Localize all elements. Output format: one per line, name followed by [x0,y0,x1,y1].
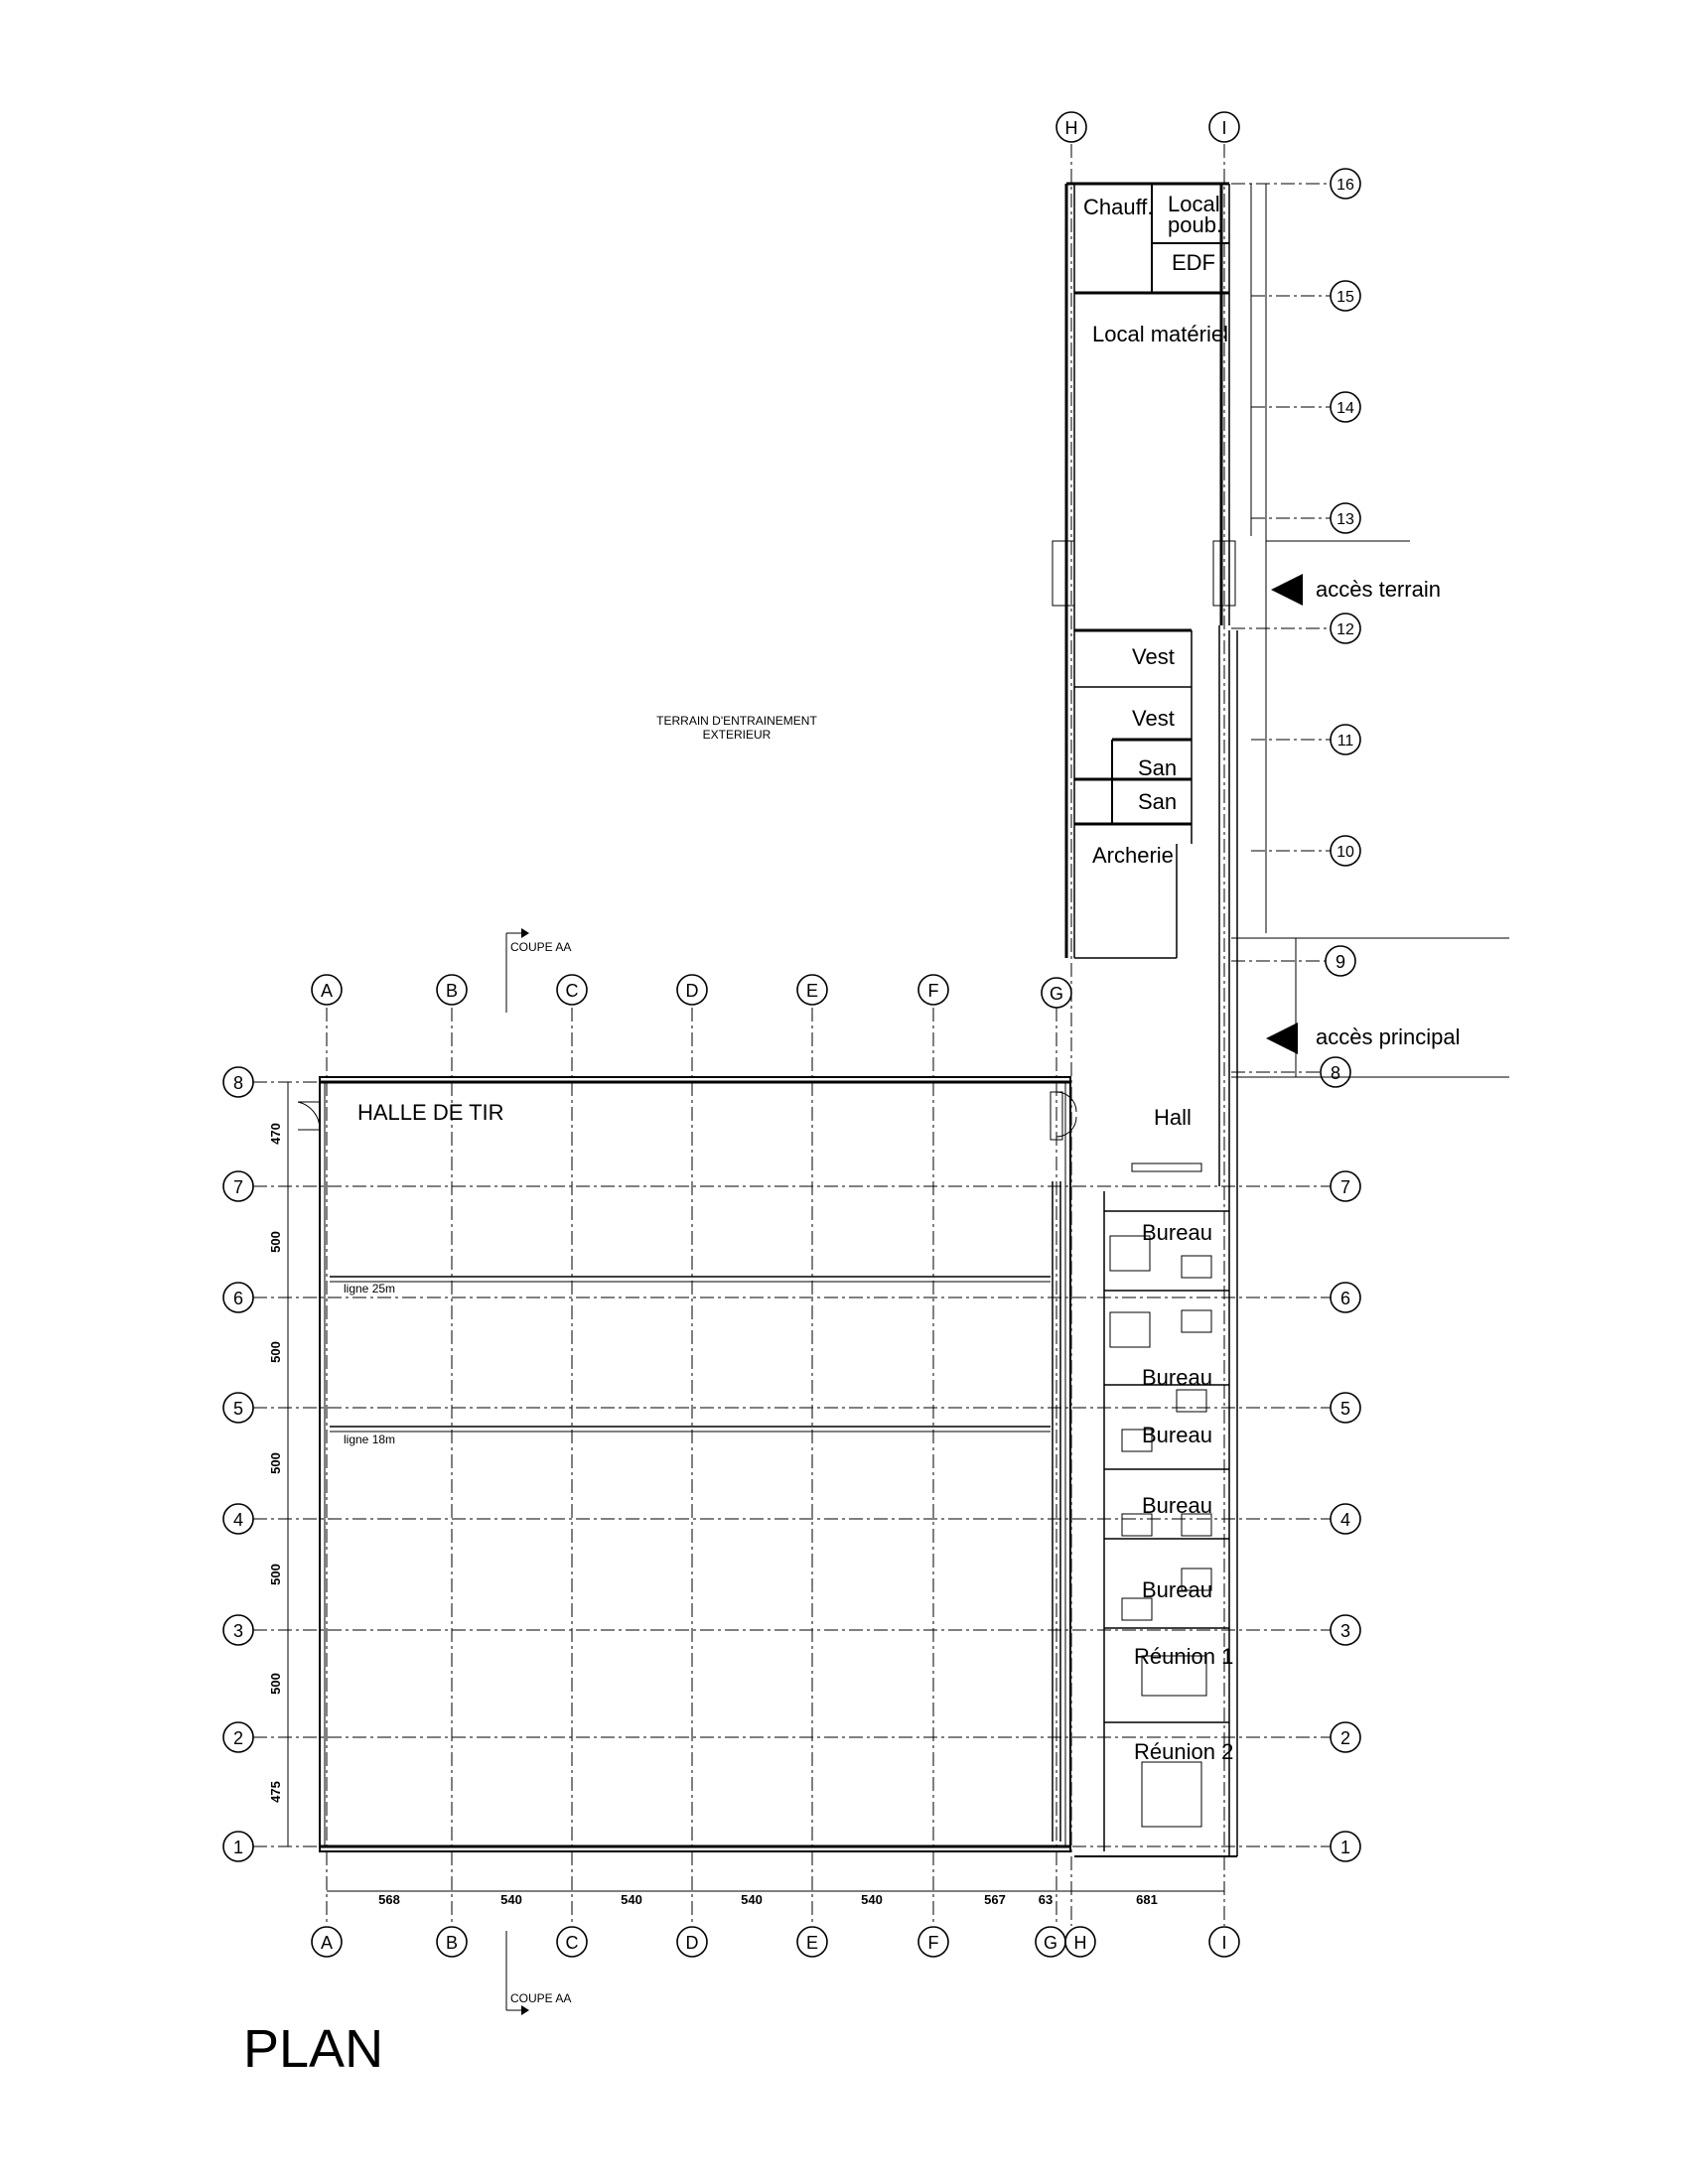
dim-h-6: 567 [984,1892,1006,1907]
firing-line-18: ligne 18m [344,1433,396,1446]
row-label: 2 [1339,1728,1351,1748]
row-label: 11 [1336,733,1354,750]
shooting-hall [298,1077,1076,1851]
terrain-label-1: TERRAIN D'ENTRAINEMENT [656,714,817,728]
room-label-local-poub-2: poub. [1168,212,1223,237]
room-label-bureau-4: Bureau [1142,1493,1212,1518]
dim-h-3: 540 [621,1892,642,1907]
row-label: 5 [232,1399,244,1419]
row-label: 3 [232,1621,244,1641]
room-label-local-poub: Local [1168,192,1220,216]
access-terrain-label: accès terrain [1316,577,1441,602]
row-bubbles-left [223,1067,253,1861]
col-label: C [565,981,579,1001]
row-label: 7 [1339,1177,1351,1197]
room-label-halle: HALLE DE TIR [357,1100,504,1125]
dim-h-1: 568 [378,1892,400,1907]
dim-h-8: 681 [1136,1892,1158,1907]
room-label-local-materiel: Local matériel [1092,322,1228,346]
col-label: I [1221,118,1227,138]
access-principal-arrow [1266,1023,1298,1054]
column-bubbles-bottom [312,1927,1239,1957]
dim-h-5: 540 [861,1892,883,1907]
row-label: 12 [1336,621,1354,638]
row-label: 6 [1339,1289,1351,1308]
room-label-san-1: San [1138,755,1178,780]
annex-building [1053,184,1509,1856]
row-label: 15 [1336,289,1354,306]
room-label-archerie: Archerie [1092,843,1174,868]
column-bubbles-top [312,112,1239,1008]
firing-line-25: ligne 25m [344,1282,396,1296]
room-label-edf: EDF [1172,250,1215,275]
row-label: 9 [1335,952,1346,972]
room-label-vest-2: Vest [1132,706,1175,731]
access-principal-label: accès principal [1316,1024,1461,1049]
col-label: I [1221,1933,1227,1953]
dim-v-6: 500 [268,1673,283,1695]
row-label: 1 [232,1838,244,1857]
col-label: E [805,981,819,1001]
col-label: D [685,981,699,1001]
dim-v-2: 500 [268,1231,283,1253]
col-label: C [565,1933,579,1953]
room-label-bureau-3: Bureau [1142,1423,1212,1447]
dim-h-4: 540 [741,1892,763,1907]
col-label: G [1049,984,1064,1004]
col-label: D [685,1933,699,1953]
room-label-reunion-1: Réunion 1 [1134,1644,1234,1669]
row-label: 3 [1339,1621,1351,1641]
row-label: 5 [1339,1399,1351,1419]
col-label: G [1043,1933,1058,1953]
row-label: 16 [1336,177,1354,194]
col-label: E [805,1933,819,1953]
dim-v-5: 500 [268,1564,283,1585]
col-label: A [320,981,334,1001]
dim-v-7: 475 [268,1781,283,1803]
dim-v-1: 470 [268,1123,283,1145]
row-label: 13 [1336,511,1354,528]
col-label: H [1073,1933,1087,1953]
row-bubbles-right [1321,169,1360,1861]
dim-h-7: 63 [1038,1892,1054,1907]
row-label: 4 [232,1510,244,1530]
room-label-bureau-5: Bureau [1142,1577,1212,1602]
row-label: 4 [1339,1510,1351,1530]
room-label-reunion-2: Réunion 2 [1134,1739,1234,1764]
section-label-bottom: COUPE AA [510,1991,572,2005]
row-label: 14 [1336,400,1354,417]
access-terrain-arrow [1271,574,1303,606]
dim-h-2: 540 [500,1892,522,1907]
row-label: 7 [232,1177,244,1197]
terrain-label-2: EXTERIEUR [702,728,772,742]
col-label: B [445,981,459,1001]
col-label: A [320,1933,334,1953]
row-label: 1 [1339,1838,1351,1857]
room-label-vest-1: Vest [1132,644,1175,669]
row-label: 8 [232,1073,244,1093]
row-label: 10 [1336,844,1354,861]
col-label: B [445,1933,459,1953]
room-label-san-2: San [1138,789,1178,814]
room-label-bureau-1: Bureau [1142,1220,1212,1245]
plan-title: PLAN [243,2019,384,2079]
row-label: 8 [1330,1063,1341,1083]
room-label-hall: Hall [1154,1105,1192,1130]
col-label: F [927,1933,939,1953]
room-label-bureau-2: Bureau [1142,1365,1212,1390]
col-label: H [1064,118,1078,138]
section-label-top: COUPE AA [510,940,572,954]
dim-v-4: 500 [268,1452,283,1474]
row-label: 6 [232,1289,244,1308]
row-label: 2 [232,1728,244,1748]
dim-v-3: 500 [268,1341,283,1363]
col-label: F [927,981,939,1001]
room-label-chauff: Chauff. [1083,195,1154,219]
